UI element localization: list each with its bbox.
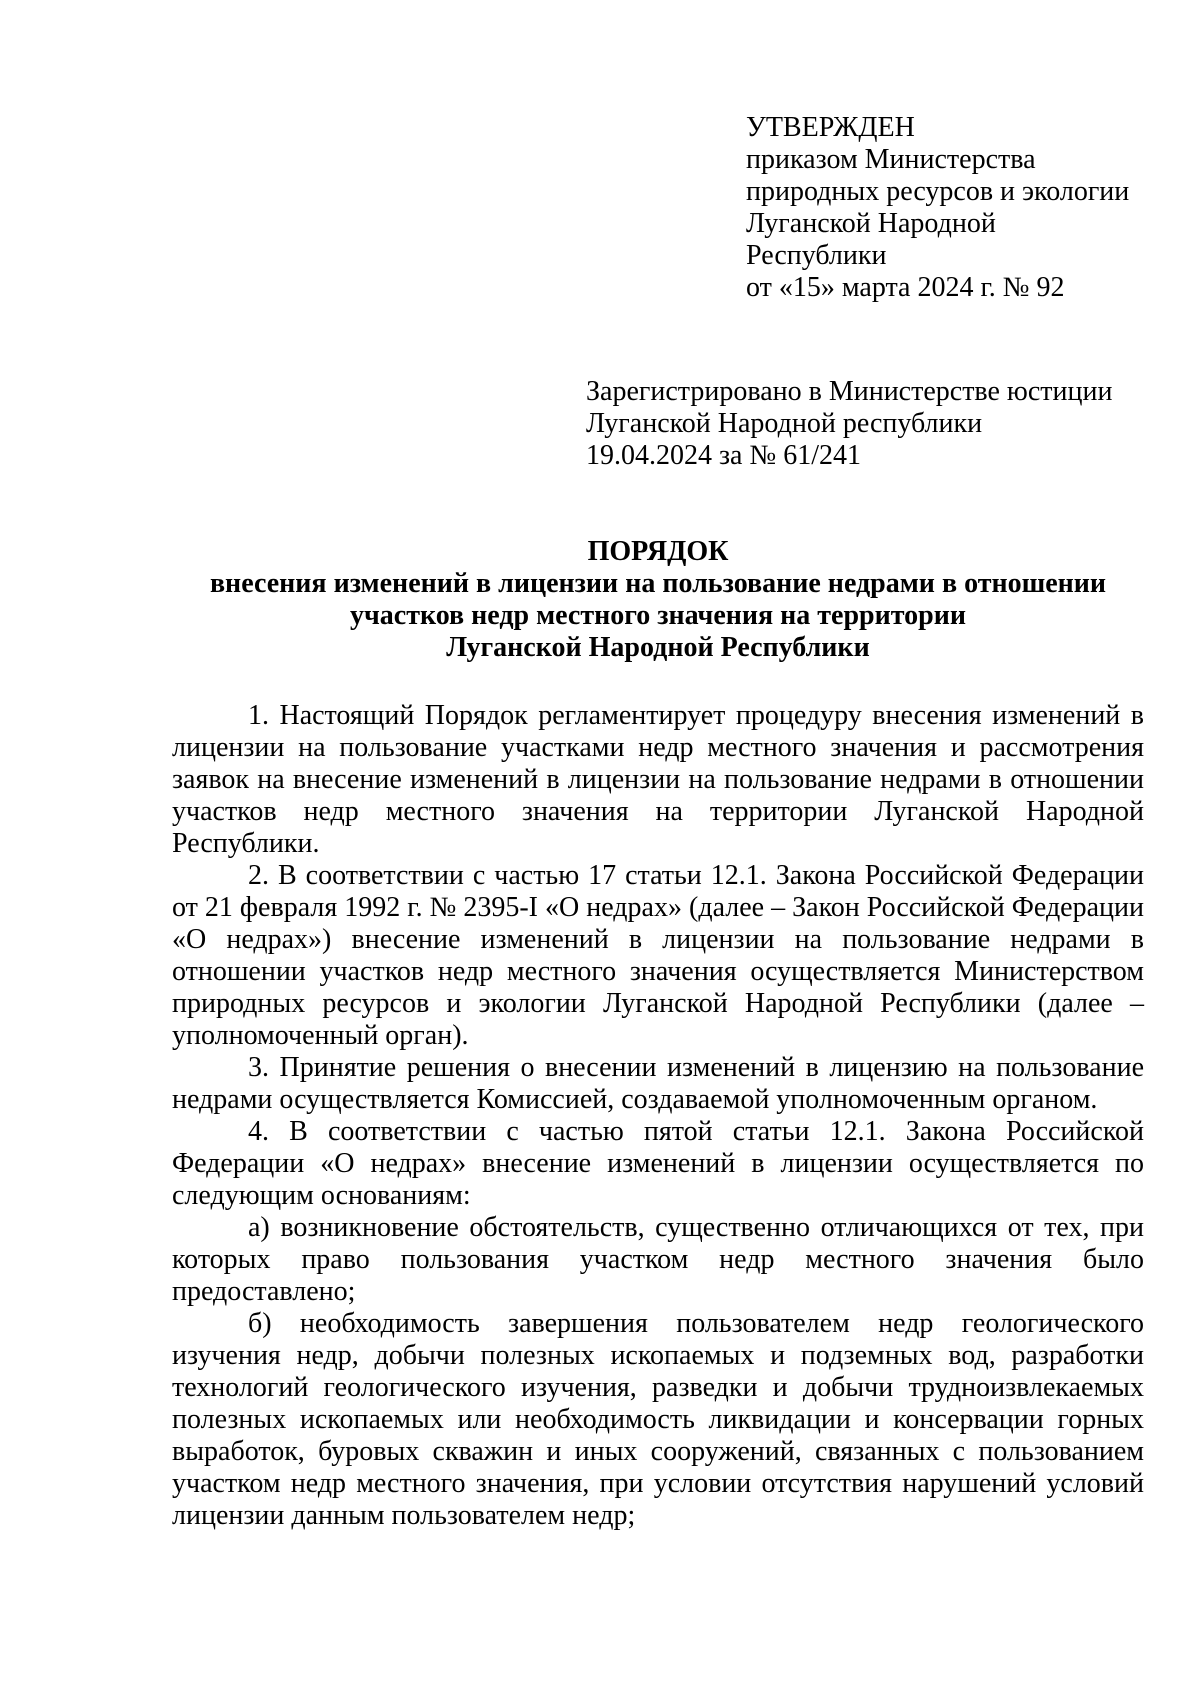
title-heading: ПОРЯДОК	[587, 536, 729, 567]
approval-line: Луганской Народной	[746, 208, 996, 239]
paragraph-2: 2. В соответствии с частью 17 статьи 12.1. Закона Российской Федерации от 21 февраля 1992 г. № 2395-I «О недрах» (далее – Закон Российской Федерации «О недрах») внесение изменений в лицензии на пользование недрами в отношении участков недр местного значения осуществляется Министерством природных ресурсов и экологии Луганской Народной Республики (далее – уполномоченный орган).	[172, 860, 1144, 1051]
registration-line: Луганской Народной республики	[586, 408, 983, 439]
document-body	[172, 700, 1144, 1532]
approval-line: приказом Министерства	[746, 144, 1036, 175]
paragraph-4a: а) возникновение обстоятельств, существенно отличающихся от тех, при которых право пользования участком недр местного значения было предоставлено;	[172, 1212, 1144, 1307]
approval-line: природных ресурсов и экологии	[746, 176, 1130, 207]
document-title	[172, 536, 1144, 664]
paragraph-3: 3. Принятие решения о внесении изменений в лицензию на пользование недрами осуществляется Комиссией, создаваемой уполномоченным органом.	[172, 1052, 1144, 1115]
title-line: внесения изменений в лицензии на пользование недрами в отношении	[209, 568, 1107, 599]
paragraph-4: 4. В соответствии с частью пятой статьи 12.1. Закона Российской Федерации «О недрах» внесение изменений в лицензии осуществляется по следующим основаниям:	[172, 1116, 1144, 1211]
paragraph-4b: б) необходимость завершения пользователем недр геологического изучения недр, добычи полезных ископаемых и подземных вод, разработки технологий геологического изучения, разведки и добычи трудноизвлекаемых полезных ископаемых или необходимость ликвидации и консервации горных выработок, буровых скважин и иных сооружений, связанных с пользованием участком недр местного значения, при условии отсутствия нарушений условий лицензии данным пользователем недр;	[172, 1308, 1144, 1531]
title-line: участков недр местного значения на территории	[350, 600, 966, 631]
approval-line: УТВЕРЖДЕН	[746, 112, 915, 143]
approval-line: Республики	[746, 240, 887, 271]
approval-stamp	[746, 112, 1129, 304]
registration-note	[586, 376, 1112, 472]
registration-line: Зарегистрировано в Министерстве юстиции	[586, 376, 1113, 407]
title-line: Луганской Народной Республики	[446, 632, 870, 663]
paragraph-1: 1. Настоящий Порядок регламентирует процедуру внесения изменений в лицензии на пользование участками недр местного значения и рассмотрения заявок на внесение изменений в лицензии на пользование недрами в отношении участков недр местного значения на территории Луганской Народной Республики.	[172, 700, 1144, 859]
registration-line: 19.04.2024 за № 61/241	[586, 440, 861, 471]
approval-line: от «15» марта 2024 г. № 92	[746, 272, 1065, 303]
